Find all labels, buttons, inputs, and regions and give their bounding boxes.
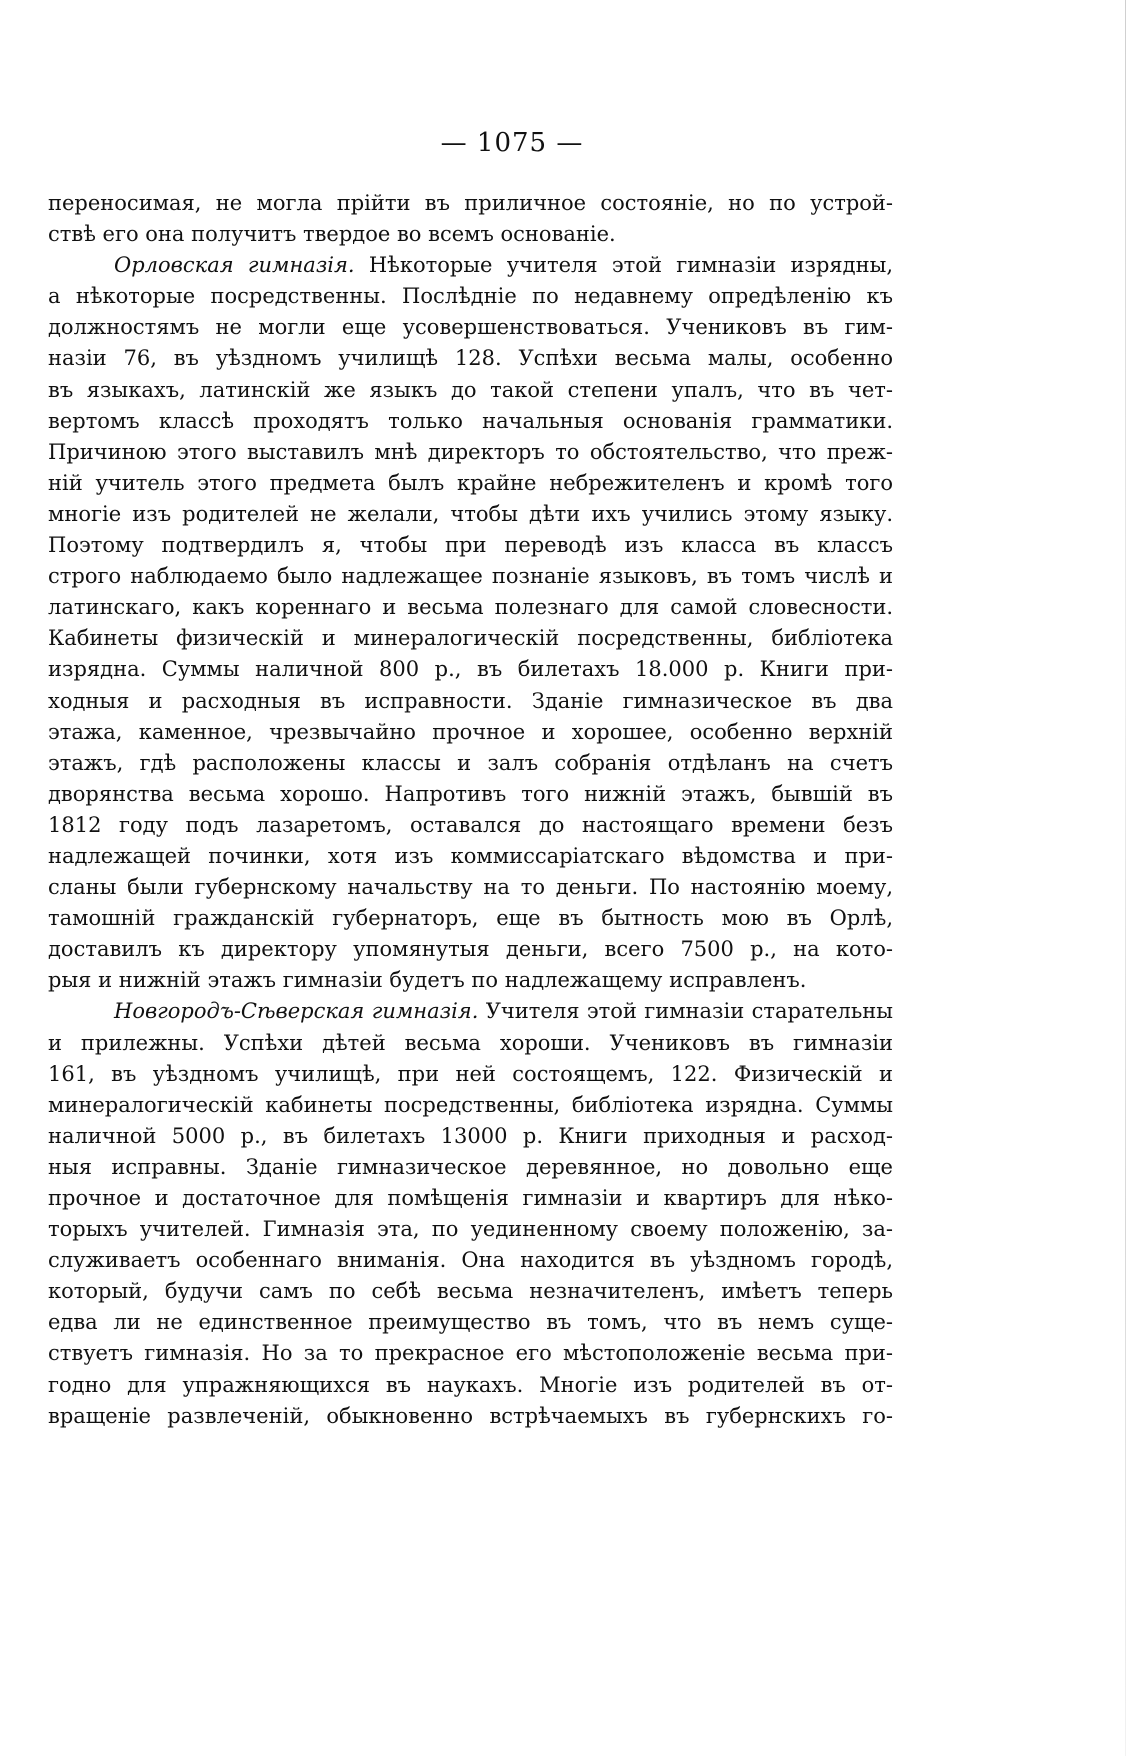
line-text: тамошній гражданскій губернаторъ, еще въ бытность мою въ Орлѣ, [48,906,893,931]
text-line [48,592,893,623]
line-text: едва ли не единственное преимущество въ томъ, что въ немъ суще- [48,1310,893,1335]
line-text: минералогическій кабинеты посредственны, библіотека изрядна. Суммы [48,1092,893,1117]
line-text: наличной 5000 р., въ билетахъ 13000 р. Книги приходныя и расход- [48,1123,893,1148]
text-line [48,1183,893,1214]
line-text: 161, въ уѣздномъ училищѣ, при ней состоящемъ, 122. Физическій и [48,1061,893,1086]
section-heading: Орловская гимназія. [114,253,355,278]
text-line [48,281,893,312]
text-line [48,1028,893,1059]
text-line [48,1370,893,1401]
line-text: этажъ, гдѣ расположены классы и залъ собранія отдѣланъ на счетъ [48,750,893,775]
text-line [48,623,893,654]
line-text: ствуетъ гимназія. Но за то прекрасное его мѣстоположеніе весьма при- [48,1341,893,1366]
line-text: вертомъ классѣ проходятъ только начальныя основанія грамматики. [48,408,893,433]
line-text: Поэтому подтвердилъ я, чтобы при переводѣ изъ класса въ классъ [48,533,893,558]
line-text: изрядна. Суммы наличной 800 р., въ билетахъ 18.000 р. Книги при- [48,657,893,682]
line-text: строго наблюдаемо было надлежащее познаніе языковъ, въ томъ числѣ и [48,564,893,589]
text-line [48,996,893,1027]
line-text: годно для упражняющихся въ наукахъ. Многіе изъ родителей въ от- [48,1372,893,1397]
line-text: должностямъ не могли еще усовершенствоваться. Учениковъ въ гим- [48,315,893,340]
line-text: рыя и нижній этажъ гимназіи будетъ по надлежащему исправленъ. [48,968,807,993]
line-text: 1812 году подъ лазаретомъ, оставался до настоящаго времени безъ [48,812,893,837]
line-text: переносимая, не могла прійти въ приличное состояніе, но по устрой- [48,191,893,215]
text-line [48,1090,893,1121]
line-text: который, будучи самъ по себѣ весьма незначителенъ, имѣетъ теперь [48,1279,893,1304]
text-line [48,903,893,934]
text-line [48,1121,893,1152]
line-text: и прилежны. Успѣхи дѣтей весьма хороши. Учениковъ въ гимназіи [48,1030,893,1055]
line-text: многіе изъ родителей не желали, чтобы дѣти ихъ учились этому языку. [48,501,893,526]
line-text: надлежащей починки, хотя изъ коммиссаріатскаго вѣдомства и при- [48,843,893,868]
body-text [48,188,893,1432]
text-line [48,717,893,748]
line-text: латинскаго, какъ кореннаго и весьма полезнаго для самой словесности. [48,595,893,620]
text-line [48,1059,893,1090]
line-text: а нѣкоторые посредственны. Послѣдніе по недавнему опредѣленію къ [48,284,893,309]
text-line [48,437,893,468]
line-text: въ языкахъ, латинскій же языкъ до такой степени упалъ, что въ чет- [48,377,893,402]
line-text: служиваетъ особеннаго вниманія. Она находится въ уѣздномъ городѣ, [48,1248,893,1273]
text-line [48,343,893,374]
text-line [48,530,893,561]
text-line [48,934,893,965]
text-line [48,219,893,250]
line-text: прочное и достаточное для помѣщенія гимназіи и квартиръ для нѣко- [48,1186,893,1210]
text-line [48,1152,893,1183]
line-text: Кабинеты физическій и минералогическій посредственны, библіотека [48,626,893,651]
text-line [48,1276,893,1307]
text-line [48,748,893,779]
text-line [48,375,893,406]
line-text: дворянства весьма хорошо. Напротивъ того нижній этажъ, бывшій въ [48,781,893,806]
text-line [48,468,893,499]
line-text: Причиною этого выставилъ мнѣ директоръ то обстоятельство, что преж- [48,439,893,464]
line-text: ній учитель этого предмета былъ крайне небрежителенъ и кромѣ того [48,470,893,495]
line-text: Нѣкоторые учителя этой гимназіи изрядны, [354,253,893,278]
text-line [48,561,893,592]
line-text: Учителя этой гимназіи старательны [478,999,893,1024]
line-text: торыхъ учителей. Гимназія эта, по уединенному своему положенію, за- [48,1217,893,1242]
text-line [48,841,893,872]
text-line [48,499,893,530]
scan-edge-artifact [1125,0,1126,1756]
text-line [48,965,893,996]
text-line [48,872,893,903]
text-line [48,1307,893,1338]
line-text: ходныя и расходныя въ исправности. Зданіе гимназическое въ два [48,688,893,713]
text-line [48,1245,893,1276]
line-text: назіи 76, въ уѣздномъ училищѣ 128. Успѣхи весьма малы, особенно [48,346,893,371]
text-line [48,810,893,841]
text-line [48,1338,893,1369]
text-line [48,312,893,343]
text-line [48,654,893,685]
text-line [48,406,893,437]
line-text: сланы были губернскому начальству на то деньги. По настоянію моему, [48,875,893,900]
line-text: вращеніе развлеченій, обыкновенно встрѣчаемыхъ въ губернскихъ го- [48,1403,893,1428]
text-line [48,188,893,219]
text-line [48,250,893,281]
line-text: доставилъ къ директору упомянутыя деньги, всего 7500 р., на кото- [48,937,893,962]
text-line [48,686,893,717]
line-text: ныя исправны. Зданіе гимназическое деревянное, но довольно еще [48,1154,893,1179]
text-line [48,1401,893,1432]
section-heading: Новгородъ-Сѣверская гимназія. [114,999,479,1024]
page-number: — 1075 — [440,128,584,158]
line-text: ствѣ его она получитъ твердое во всемъ основаніе. [48,222,616,247]
text-line [48,779,893,810]
text-line [48,1214,893,1245]
line-text: этажа, каменное, чрезвычайно прочное и хорошее, особенно верхній [48,719,893,744]
